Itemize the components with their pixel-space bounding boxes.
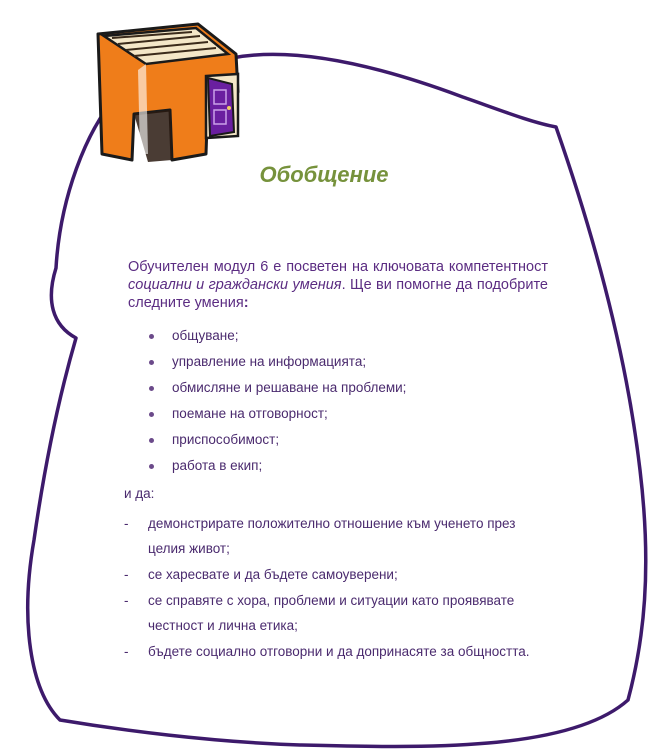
- list-item: [122, 588, 542, 638]
- outcome-text: се справяте с хора, проблеми и ситуации като проявявате честност и лична етика;: [148, 593, 515, 633]
- skill-text: обмисляне и решаване на проблеми;: [172, 380, 407, 395]
- intro-colon: :: [243, 295, 249, 311]
- dash-marker: -: [124, 593, 129, 608]
- dash-marker: -: [124, 567, 129, 582]
- outcome-text: бъдете социално отговорни и да допринасяте за общността.: [148, 644, 530, 659]
- skills-list: [146, 326, 406, 482]
- dash-marker: -: [124, 644, 129, 659]
- open-book-door-icon: [88, 14, 248, 164]
- intro-emphasis: социални и граждански умения: [128, 277, 342, 293]
- bullet-icon: [149, 412, 154, 417]
- page-title: Обобщение: [259, 162, 389, 187]
- list-item: [146, 378, 406, 404]
- list-item: [146, 404, 406, 430]
- list-item: [122, 562, 542, 587]
- skill-text: управление на информацията;: [172, 354, 367, 369]
- intro-paragraph: [128, 258, 548, 312]
- bullet-icon: [149, 334, 154, 339]
- skill-text: общуване;: [172, 328, 239, 343]
- bullet-icon: [149, 464, 154, 469]
- list-item: [146, 352, 406, 378]
- skill-text: поемане на отговорност;: [172, 406, 328, 421]
- and-label: и да:: [124, 486, 155, 501]
- list-item: [122, 511, 542, 561]
- bullet-icon: [149, 386, 154, 391]
- outcome-text: се харесвате и да бъдете самоуверени;: [148, 567, 398, 582]
- list-item: [146, 326, 406, 352]
- skill-text: приспособимост;: [172, 432, 280, 447]
- dash-marker: -: [124, 516, 129, 531]
- skill-text: работа в екип;: [172, 458, 263, 473]
- intro-text-2: . Ще ви помогне да подобрите следните умения: [128, 277, 548, 311]
- bullet-icon: [149, 438, 154, 443]
- list-item: [146, 456, 406, 482]
- outcome-text: демонстрирате положително отношение към ученето през целия живот;: [148, 516, 516, 556]
- list-item: [146, 430, 406, 456]
- list-item: [122, 639, 542, 664]
- outcomes-list: [122, 511, 542, 665]
- intro-text-1: Обучителен модул 6 е посветен на ключовата компетентност: [128, 259, 548, 275]
- bullet-icon: [149, 360, 154, 365]
